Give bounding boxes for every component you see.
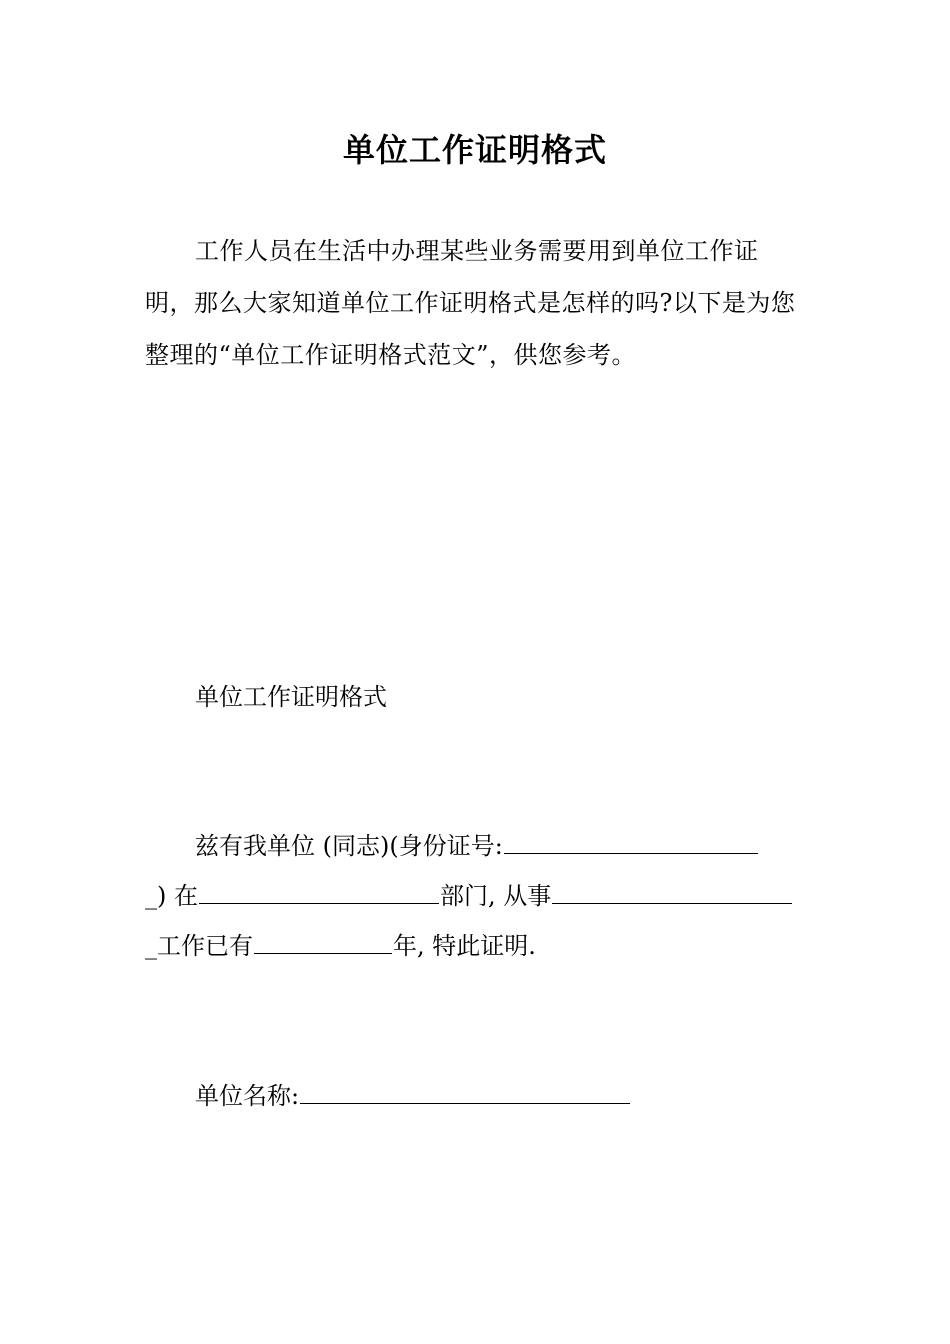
certificate-text-years: 年, 特此证明. <box>393 932 536 960</box>
certificate-line-3 <box>145 926 536 966</box>
certificate-text-work: _工作已有 <box>145 932 253 960</box>
certificate-line-2 <box>145 876 793 916</box>
certificate-text-at: _) 在 <box>145 882 198 910</box>
years-blank <box>254 927 392 954</box>
certificate-line-1 <box>195 826 759 866</box>
unit-name-blank <box>300 1077 630 1104</box>
certificate-text-id: 兹有我单位 (同志)(身份证号: <box>195 832 503 860</box>
unit-name-line <box>195 1076 631 1116</box>
section-heading: 单位工作证明格式 <box>195 683 387 711</box>
intro-paragraph: 工作人员在生活中办理某些业务需要用到单位工作证明，那么大家知道单位工作证明格式是怎样的吗?以下是为您整理的“单位工作证明格式范文”，供您参考。 <box>145 237 796 369</box>
id-number-blank <box>504 827 758 854</box>
certificate-text-dept: 部门, 从事 <box>440 882 552 910</box>
job-blank <box>552 877 792 904</box>
unit-name-label: 单位名称: <box>195 1082 300 1110</box>
department-blank <box>199 877 439 904</box>
document-title: 单位工作证明格式 <box>342 131 607 169</box>
